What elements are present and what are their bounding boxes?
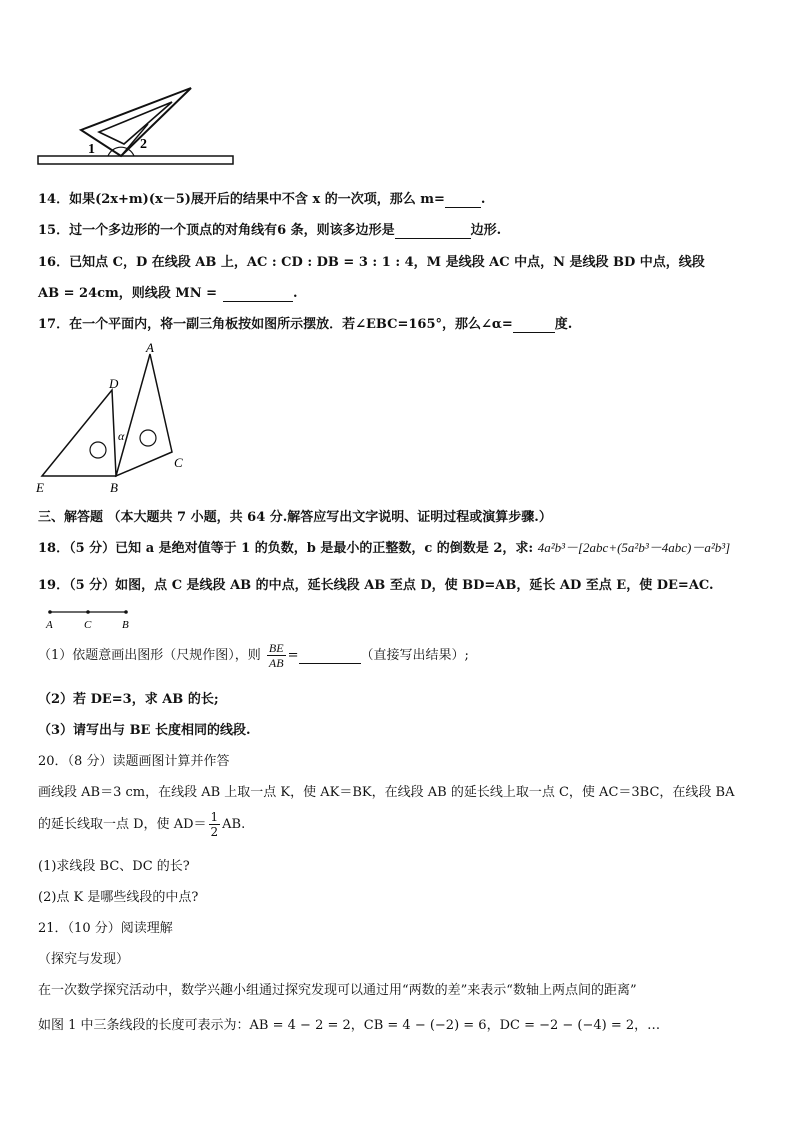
question-20-text-2-end: AB.: [222, 817, 246, 832]
two-set-squares-figure: [32, 340, 192, 500]
question-21-title-text: 21．（10 分）阅读理解: [38, 921, 173, 936]
question-21-text-2: 如图 1 中三条线段的长度可表示为：AB = 4 − 2 = 2，CB = 4 − (−2) = 6，DC = −2 − (−4) = 2，…: [38, 1018, 661, 1033]
point-label-e: E: [36, 480, 44, 495]
question-16-line-1: [38, 251, 705, 270]
question-18-expression: 4a²b³－[2abc+(5a²b³－4abc)－a²b³]: [537, 540, 731, 555]
triangle-ruler-figure: [36, 86, 236, 168]
set-square-outer: [81, 88, 191, 156]
set-square-right: [116, 354, 172, 476]
angle-label-1: 1: [88, 142, 95, 157]
question-21-heading-text: （探究与发现）: [38, 952, 130, 967]
question-21-text-1: 在一次数学探究活动中，数学兴趣小组通过探究发现可以通过用“两数的差”来表示“数轴上两点间的距离”: [38, 983, 637, 998]
question-19-part-2: [38, 688, 219, 707]
question-20-text-2: 的延长线取一点 D，使 AD＝: [38, 817, 207, 832]
ruler-bar: [38, 156, 233, 164]
question-21-line-2: [38, 1014, 660, 1033]
question-15: [38, 219, 501, 239]
question-20-text-1: 画线段 AB＝3 cm，在线段 AB 上取一点 K，使 AK＝BK，在线段 AB 的延长线上取一点 C，使 AC＝3BC，在线段 BA: [38, 785, 735, 800]
question-19-2-text: （2）若 DE=3，求 AB 的长;: [38, 692, 219, 707]
answer-blank-19-1[interactable]: [299, 648, 361, 664]
question-19-3-text: （3）请写出与 BE 长度相同的线段.: [38, 723, 251, 738]
question-19-1-text: （1）依题意画出图形（尺规作图），则: [38, 648, 261, 663]
question-16-text-1: 16．已知点 C，D 在线段 AB 上，AC : CD : DB = 3 : 1 : 4，M 是线段 AC 中点，N 是线段 BD 中点，线段: [38, 255, 705, 270]
question-21-title: [38, 917, 173, 936]
ratio-fraction: [267, 641, 286, 670]
point-c: [86, 610, 90, 614]
point-label-d: D: [109, 376, 119, 391]
fraction-numerator: BE: [268, 641, 284, 655]
point-label-c: C: [84, 619, 92, 631]
answer-blank-17[interactable]: [513, 317, 555, 333]
answer-blank-15[interactable]: [395, 223, 471, 239]
question-20-sub-1-text: (1)求线段 BC、DC 的长?: [38, 859, 190, 874]
set-square-left: [42, 390, 116, 476]
question-16-line-2: [38, 282, 298, 302]
question-20-line-1: [38, 781, 734, 800]
answer-blank-16[interactable]: [223, 286, 293, 302]
point-label-a: A: [146, 340, 154, 355]
question-19-part-3: [38, 719, 251, 738]
point-label-b: B: [110, 480, 118, 495]
section-3-text: 三、解答题 （本大题共 7 小题，共 64 分.解答应写出文字说明、证明过程或演算步骤.）: [38, 510, 552, 525]
question-14-text: 14．如果(2x+m)(x－5)展开后的结果中不含 x 的一次项，那么 m=: [38, 192, 445, 207]
question-20-sub-2-text: (2)点 K 是哪些线段的中点?: [38, 890, 199, 905]
question-14: [38, 188, 485, 208]
right-square-hole: [140, 430, 156, 446]
point-label-c: C: [174, 455, 183, 470]
question-17-end: 度.: [554, 317, 573, 332]
question-20-line-2: [38, 810, 245, 839]
question-19-text: 19．（5 分）如图，点 C 是线段 AB 的中点，延长线段 AB 至点 D，使 BD=AB，延长 AD 至点 E，使 DE=AC.: [38, 578, 714, 593]
question-16-end: .: [293, 286, 298, 301]
question-19: [38, 574, 714, 593]
question-15-end: 边形.: [470, 223, 502, 238]
question-17: [38, 313, 572, 333]
question-20-title-text: 20．（8 分）读题画图计算并作答: [38, 754, 230, 769]
question-19-1-post: （直接写出结果）;: [360, 648, 469, 663]
question-20-title: [38, 750, 229, 769]
question-20-sub-1: [38, 855, 190, 874]
point-label-a: A: [46, 619, 53, 631]
half-denominator: 2: [210, 825, 219, 839]
equals-sign: =: [287, 648, 299, 663]
question-19-part-1: [38, 641, 469, 670]
point-b: [124, 610, 128, 614]
question-14-end: .: [480, 192, 486, 207]
question-21-line-1: [38, 979, 637, 998]
question-20-sub-2: [38, 886, 198, 905]
half-fraction: [209, 810, 221, 839]
point-label-b: B: [122, 619, 129, 631]
half-numerator: 1: [210, 810, 219, 824]
question-15-text: 15．过一个多边形的一个顶点的对角线有6 条，则该多边形是: [38, 223, 395, 238]
left-square-hole: [90, 442, 106, 458]
question-21-heading: [38, 948, 129, 967]
angle-label-alpha: α: [118, 429, 125, 443]
question-17-text: 17．在一个平面内，将一副三角板按如图所示摆放．若∠EBC=165°，那么∠α=: [38, 317, 513, 332]
question-18-text: 18．（5 分）已知 a 是绝对值等于 1 的负数，b 是最小的正整数，c 的倒数是 2，求:: [38, 541, 534, 556]
answer-blank-14[interactable]: [445, 192, 481, 208]
point-a: [48, 610, 52, 614]
angle-label-2: 2: [140, 137, 147, 152]
segment-figure: [42, 606, 142, 632]
fraction-denominator: AB: [268, 656, 284, 670]
section-3-heading: [38, 506, 552, 525]
question-18: [38, 537, 730, 556]
question-16-text-2: AB = 24cm，则线段 MN =: [38, 286, 217, 301]
